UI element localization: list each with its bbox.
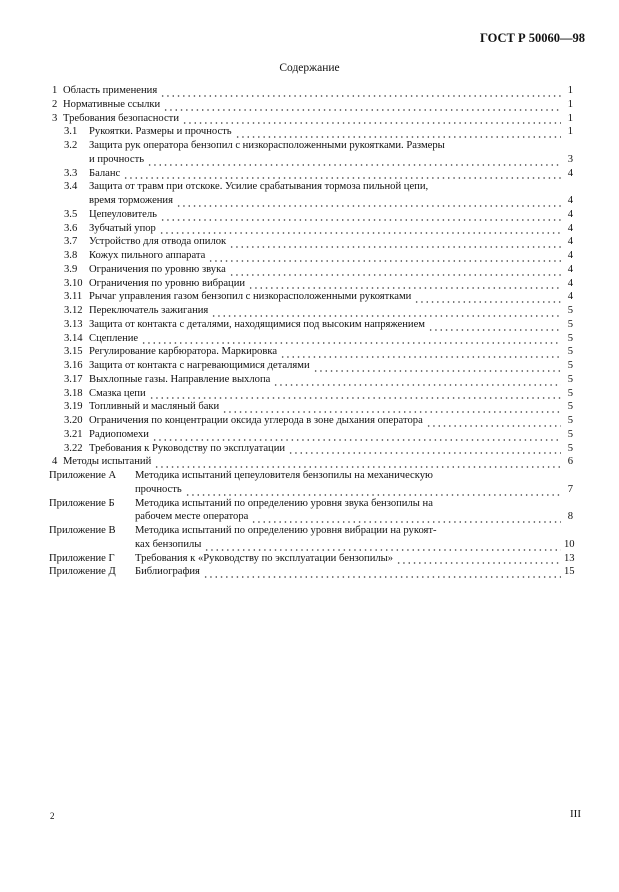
toc-entry-page: 15 — [564, 566, 575, 578]
footer-page-number-left: 2 — [50, 811, 55, 821]
toc-entry-page: 5 — [567, 318, 573, 330]
toc-entry-page: 1 — [567, 85, 573, 96]
toc-entry-page: 5 — [567, 360, 573, 371]
dot-leader — [426, 423, 561, 429]
toc-entry-appendix[interactable] — [49, 553, 573, 567]
toc-entry-title: Ограничения по уровню вибрации — [89, 277, 246, 289]
dot-leader — [280, 354, 561, 360]
toc-entry-page: 4 — [567, 263, 573, 275]
toc-entry-page: 1 — [567, 112, 573, 124]
toc-entry-page: 4 — [567, 222, 573, 234]
toc-entry-number: 3.22 — [64, 442, 83, 454]
toc-entry-number: 3.19 — [64, 401, 83, 413]
toc-entry-title: Область применения — [63, 85, 158, 96]
toc-entry-title: Методика испытаний по определению уровня вибрации на рукоят- — [135, 525, 437, 536]
toc-entry-number: 3.8 — [64, 250, 78, 261]
toc-entry-number: Приложение Г — [49, 552, 115, 564]
document-code: ГОСТ Р 50060—98 — [479, 31, 585, 45]
toc-entry-number: Приложение Б — [49, 497, 115, 509]
toc-entry-page: 4 — [567, 195, 573, 206]
toc-entry-page: 5 — [567, 442, 573, 454]
dot-leader — [273, 382, 561, 388]
toc-entry-page: 4 — [567, 250, 573, 261]
toc-entry-title-continued: прочность — [135, 483, 182, 495]
toc-entry-title: Защита от контакта с нагревающимися деталями — [89, 360, 310, 371]
toc-entry-number: 3.4 — [64, 181, 78, 193]
toc-entry-title: Методика испытаний по определению уровня звука бензопилы на — [135, 497, 433, 509]
toc-entry-number: 3.7 — [64, 236, 78, 248]
toc-entry-number: 3.9 — [64, 263, 78, 275]
dot-leader — [163, 107, 561, 113]
dot-leader — [229, 244, 561, 250]
toc-entry[interactable] — [49, 333, 573, 347]
toc-entry-title: Нормативные ссылки — [63, 98, 161, 110]
toc-entry-page: 5 — [567, 346, 573, 358]
toc-entry[interactable] — [49, 250, 573, 264]
toc-entry-number: 3.15 — [64, 346, 83, 358]
toc-entry-page: 5 — [567, 332, 573, 344]
dot-leader — [176, 203, 561, 209]
toc-entry[interactable] — [49, 209, 573, 223]
dot-leader — [288, 450, 561, 456]
toc-entry-title: Кожух пильного аппарата — [89, 250, 206, 261]
toc-entry-number: 3.20 — [64, 415, 83, 426]
toc-entry-title: Зубчатый упор — [89, 222, 156, 234]
toc-entry-number: Приложение Д — [49, 566, 116, 578]
toc-entry-page: 7 — [567, 483, 573, 495]
toc-entry-title: Цепеуловитель — [89, 208, 157, 220]
toc-entry-page: 5 — [567, 387, 573, 399]
toc-entry[interactable] — [49, 236, 573, 250]
dot-leader — [160, 93, 561, 99]
toc-entry[interactable] — [49, 443, 573, 457]
toc-entry-appendix[interactable] — [49, 470, 573, 498]
toc-entry-page: 5 — [567, 373, 573, 385]
toc-entry-number: 3.18 — [64, 387, 83, 399]
toc-entry[interactable] — [49, 305, 573, 319]
toc-entry-number: 3.2 — [64, 140, 78, 151]
toc-entry[interactable] — [49, 401, 573, 415]
toc-entry-title: Методы испытаний — [63, 456, 152, 468]
toc-entry-title: Сцепление — [89, 332, 139, 344]
toc-entry[interactable] — [49, 99, 573, 113]
toc-entry-page: 8 — [567, 511, 573, 523]
toc-entry[interactable] — [49, 223, 573, 237]
dot-leader — [208, 258, 561, 264]
toc-title: Содержание — [279, 62, 340, 74]
toc-entry[interactable] — [49, 278, 573, 292]
toc-entry-title: Ограничения по концентрации оксида углерода в зоне дыхания оператора — [89, 415, 423, 426]
toc-entry-appendix[interactable] — [49, 566, 573, 580]
dot-leader — [396, 560, 561, 566]
toc-entry-title: Рычаг управления газом бензопил с низкорасположенными рукоятками — [89, 291, 412, 303]
toc-entry-page: 5 — [567, 428, 573, 440]
toc-entry[interactable] — [49, 168, 573, 182]
toc-entry-number: 1 — [52, 85, 58, 96]
dot-leader — [428, 327, 561, 333]
dot-leader — [182, 120, 561, 126]
toc-entry[interactable] — [49, 181, 573, 209]
toc-entry-number: 3.21 — [64, 428, 83, 440]
toc-entry[interactable] — [49, 140, 573, 168]
toc-entry-title: Требования к «Руководству по эксплуатации бензопилы» — [135, 552, 394, 564]
toc-entry-title: Методика испытаний цепеуловителя бензопилы на механическую — [135, 470, 433, 481]
toc-entry-page: 5 — [567, 415, 573, 426]
toc-entry-title: Баланс — [89, 167, 121, 179]
toc-entry-page: 4 — [567, 277, 573, 289]
toc-entry-number: 3.16 — [64, 360, 83, 371]
toc-entry-page: 10 — [564, 538, 575, 550]
toc-entry[interactable] — [49, 360, 573, 374]
toc-entry-number: 2 — [52, 98, 58, 110]
toc-entry-title: Библиография — [135, 566, 200, 578]
toc-entry-number: 3.3 — [64, 167, 78, 179]
toc-entry-appendix[interactable] — [49, 525, 573, 553]
toc-entry-number: 3.12 — [64, 305, 83, 316]
toc-entry-title: Защита от контакта с деталями, находящимися под высоким напряжением — [89, 318, 425, 330]
toc-entry-number: 3.5 — [64, 208, 78, 220]
toc-entry[interactable] — [49, 85, 573, 99]
toc-entry-page: 1 — [567, 98, 573, 110]
table-of-contents — [49, 85, 573, 580]
footer-page-number-right: III — [570, 808, 581, 820]
toc-entry-number: 3.13 — [64, 318, 83, 330]
toc-entry-page: 4 — [567, 291, 573, 303]
toc-entry[interactable] — [49, 319, 573, 333]
toc-entry-title: Выхлопные газы. Направление выхлопа — [89, 373, 271, 385]
toc-entry[interactable] — [49, 126, 573, 140]
toc-entry-title-continued: и прочность — [89, 153, 145, 165]
toc-entry-title: Смазка цепи — [89, 387, 146, 399]
toc-entry-number: Приложение А — [49, 470, 117, 481]
toc-entry-title-continued: ках бензопилы — [135, 538, 202, 550]
toc-entry[interactable] — [49, 264, 573, 278]
toc-entry-title: Переключатель зажигания — [89, 305, 209, 316]
toc-entry[interactable] — [49, 346, 573, 360]
toc-entry-page: 6 — [567, 456, 573, 468]
toc-entry[interactable] — [49, 374, 573, 388]
toc-entry[interactable] — [49, 415, 573, 429]
toc-entry-page: 3 — [567, 153, 573, 165]
toc-entry-number: 3.1 — [64, 126, 78, 138]
dot-leader — [313, 368, 561, 374]
toc-entry-page: 13 — [564, 552, 575, 564]
toc-entry[interactable] — [49, 456, 573, 470]
toc-entry-page: 4 — [567, 208, 573, 220]
toc-entry-number: 3.11 — [64, 291, 83, 303]
toc-entry-title: Радиопомехи — [89, 428, 149, 440]
toc-entry-title: Защита рук оператора бензопил с низкорасположенными рукоятками. Размеры — [89, 140, 445, 151]
toc-entry-page: 1 — [567, 126, 573, 138]
toc-entry[interactable] — [49, 291, 573, 305]
toc-entry-page: 5 — [567, 401, 573, 413]
toc-entry-number: Приложение В — [49, 525, 116, 536]
toc-entry-appendix[interactable] — [49, 498, 573, 526]
toc-entry-title: Требования к Руководству по эксплуатации — [89, 442, 286, 454]
toc-entry-title-continued: рабочем месте оператора — [135, 511, 249, 523]
dot-leader — [147, 162, 561, 168]
toc-entry-number: 3.14 — [64, 332, 83, 344]
toc-entry-title: Защита от травм при отскоке. Усилие срабатывания тормоза пильной цепи, — [89, 181, 429, 193]
toc-entry-page: 4 — [567, 167, 573, 179]
toc-entry-title: Ограничения по уровню звука — [89, 263, 226, 275]
toc-entry-number: 3.17 — [64, 373, 83, 385]
toc-entry-title-continued: время торможения — [89, 195, 173, 206]
toc-entry-title: Требования безопасности — [63, 112, 179, 124]
toc-entry[interactable] — [49, 388, 573, 402]
toc-entry-number: 4 — [52, 456, 58, 468]
toc-entry-number: 3.10 — [64, 277, 83, 289]
toc-entry-number: 3.6 — [64, 222, 78, 234]
toc-entry-number: 3 — [52, 112, 58, 124]
toc-entry[interactable] — [49, 429, 573, 443]
toc-entry-title: Топливный и масляный баки — [89, 401, 220, 413]
dot-leader — [229, 272, 561, 278]
toc-entry-page: 5 — [567, 305, 573, 316]
dot-leader — [414, 299, 561, 305]
toc-entry-title: Регулирование карбюратора. Маркировка — [89, 346, 278, 358]
toc-entry-page: 4 — [567, 236, 573, 248]
toc-entry[interactable] — [49, 113, 573, 127]
dot-leader — [160, 217, 561, 223]
dot-leader — [203, 574, 561, 580]
toc-entry-title: Рукоятки. Размеры и прочность — [89, 126, 232, 138]
toc-entry-title: Устройство для отвода опилок — [89, 236, 227, 248]
